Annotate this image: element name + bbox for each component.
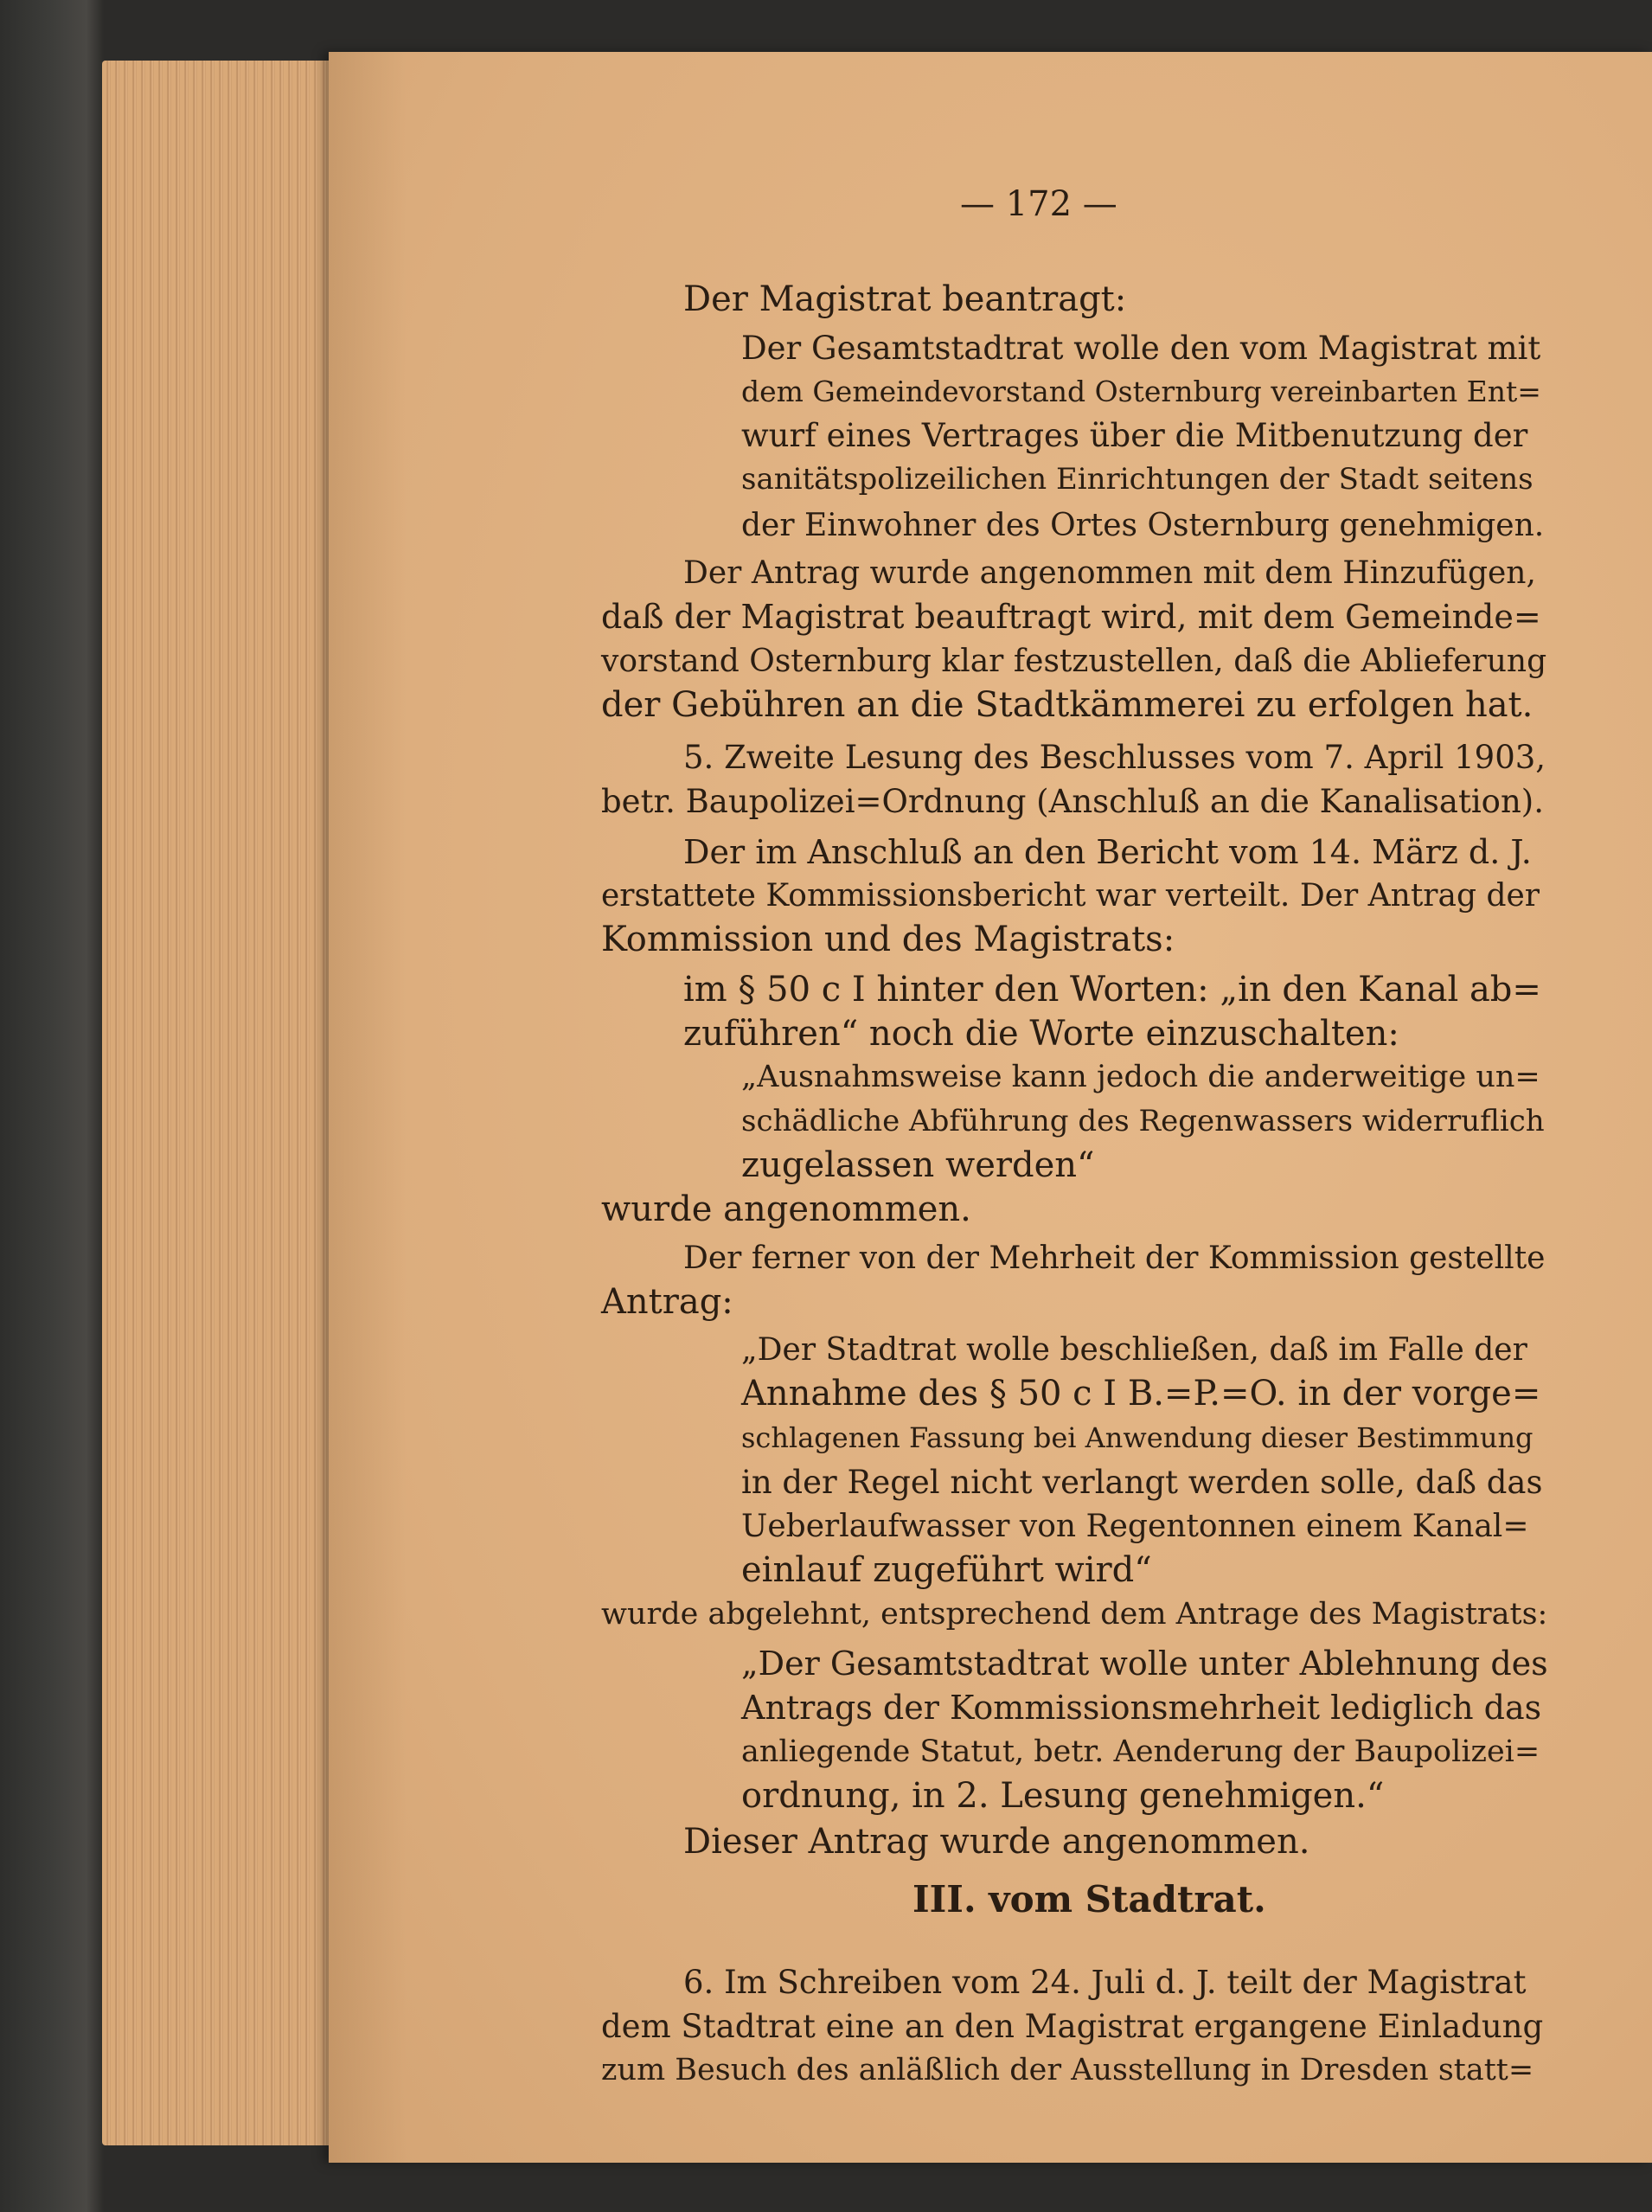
text-line: sanitätspolizeilichen Einrichtungen der Stadt seitens	[741, 462, 1534, 497]
text-line: Der Gesamtstadtrat wolle den vom Magistrat mit	[741, 330, 1541, 367]
text-line: zuführen“ noch die Worte einzuschalten:	[683, 1014, 1399, 1054]
section-heading: III. vom Stadtrat.	[912, 1878, 1266, 1920]
text-line: ordnung, in 2. Lesung genehmigen.“	[741, 1776, 1385, 1816]
text-line: Kommission und des Magistrats:	[601, 920, 1175, 959]
text-line: daß der Magistrat beauftragt wird, mit dem Gemeinde=	[601, 598, 1541, 636]
text-line: „Ausnahmsweise kann jedoch die anderweitige un=	[741, 1060, 1540, 1094]
text-line: der Einwohner des Ortes Osternburg genehmigen.	[741, 508, 1545, 543]
text-line: vorstand Osternburg klar festzustellen, daß die Ablieferung	[601, 644, 1547, 679]
text-line: Der im Anschluß an den Bericht vom 14. März d. J.	[683, 833, 1532, 871]
text-line: Ueberlaufwasser von Regentonnen einem Kanal=	[741, 1509, 1529, 1544]
text-line: anliegende Statut, betr. Aenderung der Baupolizei=	[741, 1734, 1540, 1769]
text-line: zugelassen werden“	[741, 1145, 1095, 1185]
text-line: „Der Gesamtstadtrat wolle unter Ablehnung des	[741, 1645, 1548, 1683]
text-line: schädliche Abführung des Regenwassers widerruflich	[741, 1104, 1545, 1138]
text-line: wurde abgelehnt, entsprechend dem Antrage des Magistrats:	[601, 1597, 1548, 1632]
text-line: Der Magistrat beantragt:	[683, 279, 1127, 319]
text-line: der Gebühren an die Stadtkämmerei zu erfolgen hat.	[601, 685, 1534, 725]
text-line: „Der Stadtrat wolle beschließen, daß im Falle der	[741, 1332, 1527, 1368]
text-line: Antrags der Kommissionsmehrheit lediglich das	[741, 1689, 1542, 1727]
text-line: schlagenen Fassung bei Anwendung dieser Bestimmung	[741, 1421, 1534, 1454]
text-line: wurf eines Vertrages über die Mitbenutzung der	[741, 417, 1528, 454]
text-line: betr. Baupolizei=Ordnung (Anschluß an die Kanalisation).	[601, 783, 1544, 820]
text-line: 5. Zweite Lesung des Beschlusses vom 7. April 1903,	[683, 739, 1546, 776]
page-number: — 172 —	[960, 184, 1117, 224]
text-line: Annahme des § 50 c I B.=P.=O. in der vorge=	[741, 1374, 1541, 1414]
text-line: erstattete Kommissionsbericht war verteilt. Der Antrag der	[601, 878, 1540, 914]
text-line: Dieser Antrag wurde angenommen.	[683, 1822, 1310, 1862]
text-line: in der Regel nicht verlangt werden solle, daß das	[741, 1464, 1543, 1501]
text-line: zum Besuch des anläßlich der Ausstellung in Dresden statt=	[601, 2053, 1534, 2087]
text-line: Antrag:	[601, 1282, 733, 1322]
text-line: im § 50 c I hinter den Worten: „in den Kanal ab=	[683, 970, 1541, 1010]
text-line: Der ferner von der Mehrheit der Kommission gestellte	[683, 1241, 1546, 1276]
text-line: wurde angenommen.	[601, 1189, 971, 1229]
text-line: einlauf zugeführt wird“	[741, 1550, 1152, 1590]
text-line: Der Antrag wurde angenommen mit dem Hinzufügen,	[683, 555, 1536, 591]
text-line: dem Stadtrat eine an den Magistrat ergangene Einladung	[601, 2008, 1544, 2045]
text-line: 6. Im Schreiben vom 24. Juli d. J. teilt der Magistrat	[683, 1964, 1527, 2001]
text-line: dem Gemeindevorstand Osternburg vereinbarten Ent=	[741, 375, 1541, 408]
